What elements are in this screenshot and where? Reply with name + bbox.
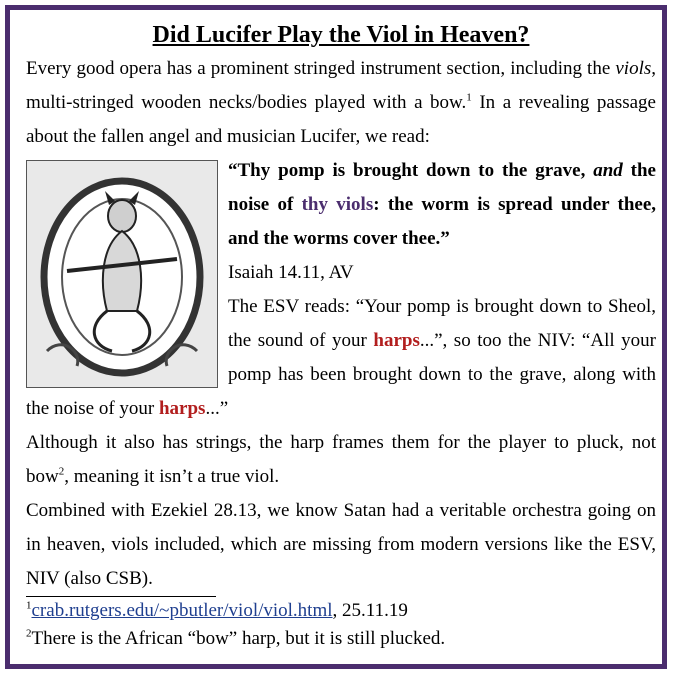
- harp-note-paragraph: [26, 426, 656, 494]
- footnote-1-mark: 1: [26, 599, 32, 612]
- esv-text-3: ...”: [205, 398, 229, 419]
- conclusion-paragraph: Combined with Ezekiel 28.13, we know Satan had a veritable orchestra going on in heaven, viols included, which are missing from modern versions like the ESV, NIV (also CSB).: [26, 500, 656, 589]
- harp-note-text-2: , meaning it isn’t a true viol.: [64, 466, 280, 487]
- quote-reference: Isaiah 14.11, AV: [228, 262, 354, 283]
- esv-harps: harps: [373, 330, 420, 351]
- footnote-ref-2: 2: [58, 465, 65, 478]
- footnote-2-mark: 2: [26, 627, 32, 640]
- footnote-1-date: , 25.11.19: [332, 600, 408, 621]
- document-title: Did Lucifer Play the Viol in Heaven?: [152, 22, 530, 48]
- document-content: [26, 10, 656, 653]
- intro-text: Every good opera has a prominent stringed instrument section, including the: [26, 58, 616, 79]
- footnote-ref-1: 1: [466, 91, 472, 104]
- quote-and-word: and: [593, 160, 623, 181]
- esv-text-2: ...”, so too the NIV: “All your pomp has been brought down to the grave, along with the noise of your: [26, 330, 656, 419]
- footnote-1-link[interactable]: crab.rutgers.edu/~pbutler/viol/viol.html: [31, 600, 333, 621]
- intro-paragraph: [26, 52, 656, 154]
- illustration-svg: [27, 161, 217, 387]
- esv-text-1: The ESV reads: “Your pomp is brought down to Sheol, the sound of your: [228, 296, 656, 351]
- niv-harps: harps: [158, 398, 206, 419]
- document-frame: [5, 5, 667, 669]
- quote-viols: thy viols: [301, 194, 374, 215]
- harp-note-text-1: Although it also has strings, the harp frames them for the player to pluck, not bow: [26, 432, 656, 487]
- quote-part-1: “Thy pomp is brought down to the grave,: [228, 160, 594, 181]
- quote-part-3: : the worm is spread under thee, and the worms cover thee.”: [228, 194, 657, 249]
- footnote-1: [26, 597, 656, 625]
- footnote-2: [26, 625, 656, 653]
- intro-text-2: , multi-stringed wooden necks/bodies played with a bow.: [26, 58, 656, 113]
- intro-text-3: In a revealing passage about the fallen angel and musician Lucifer, we read:: [26, 92, 656, 147]
- quote-part-2: the noise of: [228, 160, 656, 215]
- lucifer-viol-illustration: [26, 160, 218, 388]
- footnote-2-text: There is the African “bow” harp, but it is still plucked.: [31, 628, 446, 649]
- intro-viols-word: viols: [615, 58, 652, 79]
